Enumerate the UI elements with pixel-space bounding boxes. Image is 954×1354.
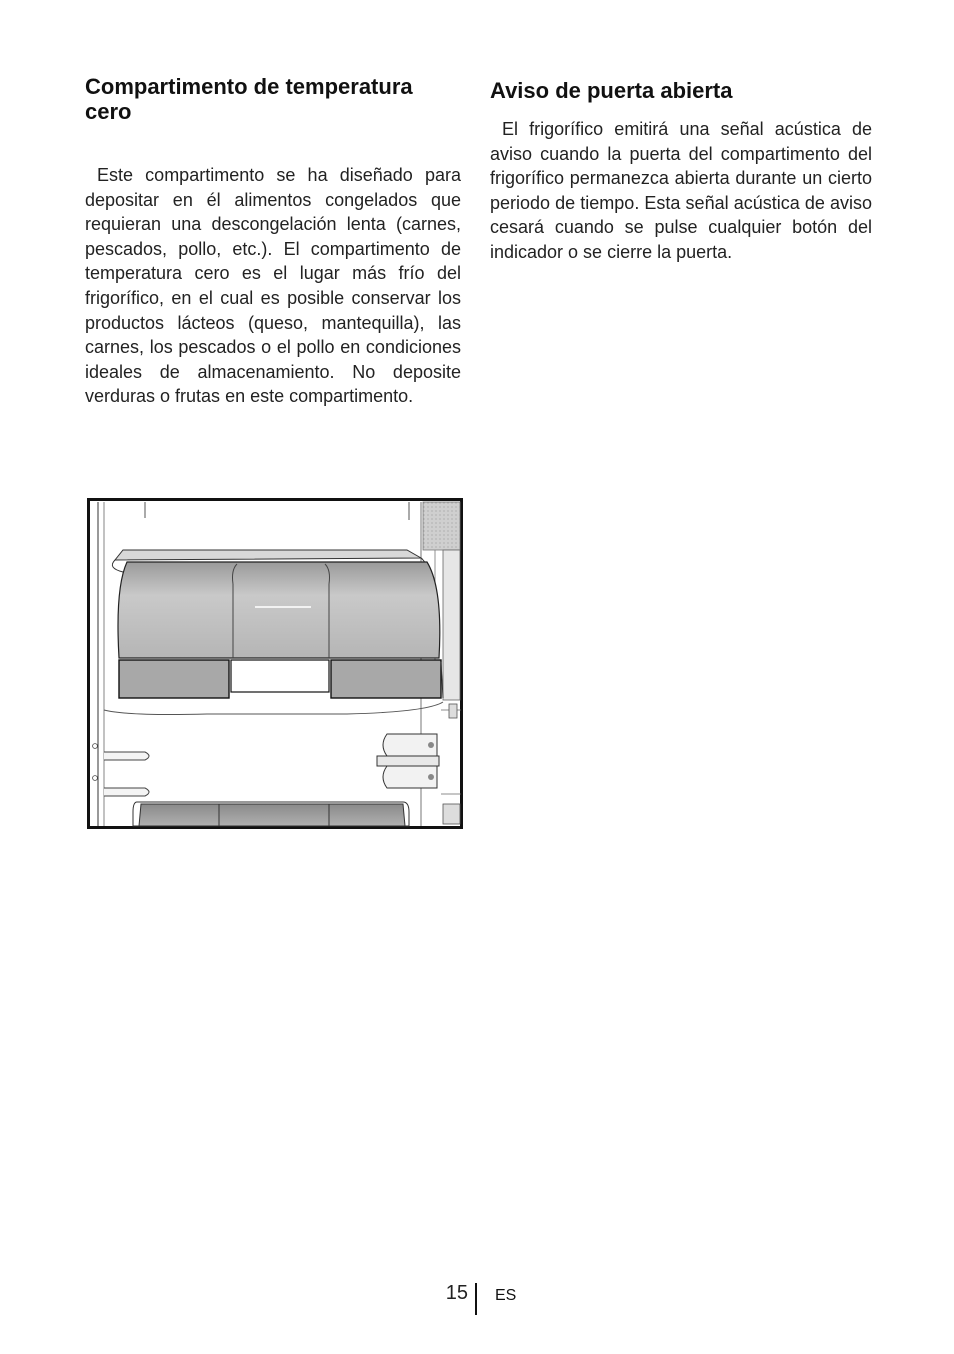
crisper-drawer — [139, 804, 405, 826]
section-door-open-alarm — [490, 74, 872, 265]
drawer-front-right — [331, 660, 441, 698]
section-title: Aviso de puerta abierta — [490, 78, 733, 103]
fridge-illustration-svg — [87, 498, 463, 829]
drawer-front-center — [231, 660, 329, 692]
zero-temperature-drawer — [118, 562, 440, 658]
page-number: 15 — [445, 1282, 468, 1304]
fridge-compartment-illustration — [87, 498, 463, 829]
section-body: El frigorífico emitirá una señal acústica de aviso cuando la puerta del compartimento del frigorífico permanezca abierta durante un cierto periodo de tiempo. Esta señal acústica de aviso cesará cuando se pulse cualquier botón del indicador o se cierre la puerta. — [490, 119, 872, 262]
page-footer — [0, 1282, 954, 1316]
language-code: ES — [495, 1287, 517, 1304]
drawer-front-left — [119, 660, 229, 698]
section-title: Compartimento de temperatura cero — [85, 74, 413, 124]
door-panel — [423, 502, 460, 550]
glass-shelf — [115, 550, 421, 560]
section-body: Este compartimento se ha diseñado para depositar en él alimentos congelados que requieran una descongelación lenta (carnes, pescados, pollo, etc.). El compartimento de temperatura cero es el lugar más frío del frigorífico, en el cual es posible conservar los productos lácteos (queso, mantequilla), las carnes, los pescados o el pollo en condiciones ideales de almacenamiento. No deposite verduras o frutas en este compartimento. — [85, 165, 461, 407]
section-zero-temperature — [85, 74, 461, 409]
footer-divider — [475, 1283, 477, 1315]
